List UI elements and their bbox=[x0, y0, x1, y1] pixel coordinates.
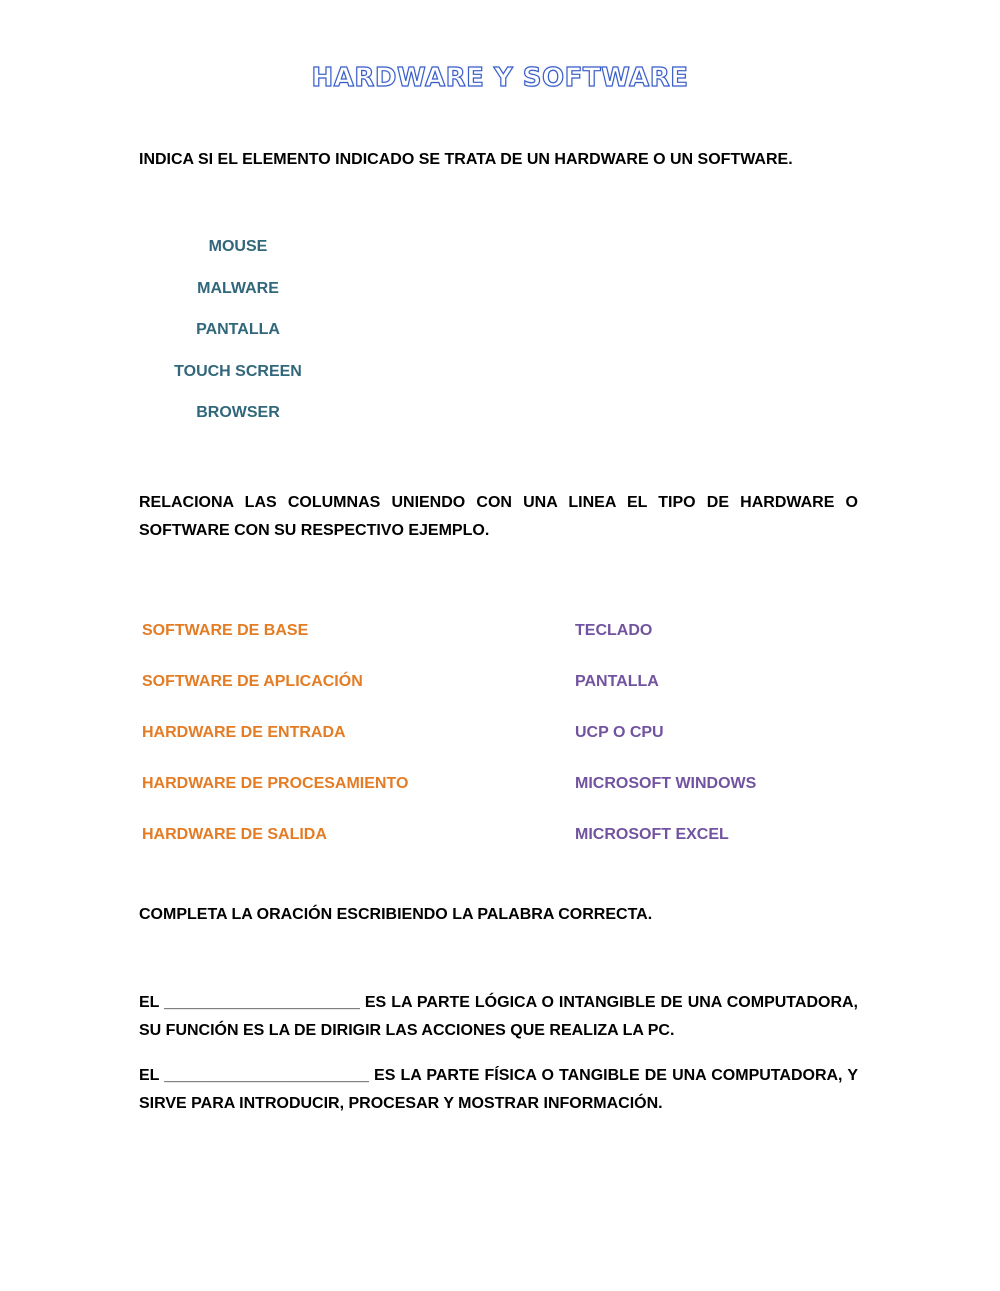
match-left-item: HARDWARE DE ENTRADA bbox=[142, 724, 346, 741]
word-item-malware: MALWARE bbox=[197, 279, 279, 297]
match-left-item: HARDWARE DE PROCESAMIENTO bbox=[142, 775, 409, 792]
match-right-item: PANTALLA bbox=[575, 673, 659, 690]
match-right-item: MICROSOFT EXCEL bbox=[575, 826, 729, 843]
fill-sentence-software: EL ______________________ ES LA PARTE LÓGICA O INTANGIBLE DE UNA COMPUTADORA, SU FUNCIÓN ES LA DE DIRIGIR LAS ACCIONES QUE REALIZA LA PC. bbox=[139, 994, 858, 1039]
match-left-item: HARDWARE DE SALIDA bbox=[142, 826, 327, 843]
word-item-browser: BROWSER bbox=[196, 404, 280, 421]
instruction-complete: COMPLETA LA ORACIÓN ESCRIBIENDO LA PALABRA CORRECTA. bbox=[139, 906, 653, 923]
match-left-item: SOFTWARE DE APLICACIÓN bbox=[142, 673, 363, 690]
fill-sentence-hardware: EL _______________________ ES LA PARTE FÍSICA O TANGIBLE DE UNA COMPUTADORA, Y SIRVE PARA INTRODUCIR, PROCESAR Y MOSTRAR INFORMACIÓN. bbox=[139, 1067, 858, 1112]
match-right-item: UCP O CPU bbox=[575, 724, 664, 741]
word-item-mouse: MOUSE bbox=[208, 238, 268, 255]
word-item-pantalla: PANTALLA bbox=[196, 321, 280, 338]
word-item-touch-screen: TOUCH SCREEN bbox=[174, 362, 302, 380]
match-right-column bbox=[575, 618, 875, 873]
match-left-item: SOFTWARE DE BASE bbox=[142, 622, 309, 639]
match-right-item: TECLADO bbox=[575, 622, 653, 639]
page-title: HARDWARE Y SOFTWARE bbox=[311, 63, 689, 93]
instruction-classify: INDICA SI EL ELEMENTO INDICADO SE TRATA DE UN HARDWARE O UN SOFTWARE. bbox=[139, 151, 793, 168]
match-right-item: MICROSOFT WINDOWS bbox=[575, 775, 757, 792]
instruction-match: RELACIONA LAS COLUMNAS UNIENDO CON UNA LINEA EL TIPO DE HARDWARE O SOFTWARE CON SU RESPECTIVO EJEMPLO. bbox=[139, 494, 858, 539]
match-left-column bbox=[142, 618, 522, 873]
word-list bbox=[138, 233, 338, 441]
